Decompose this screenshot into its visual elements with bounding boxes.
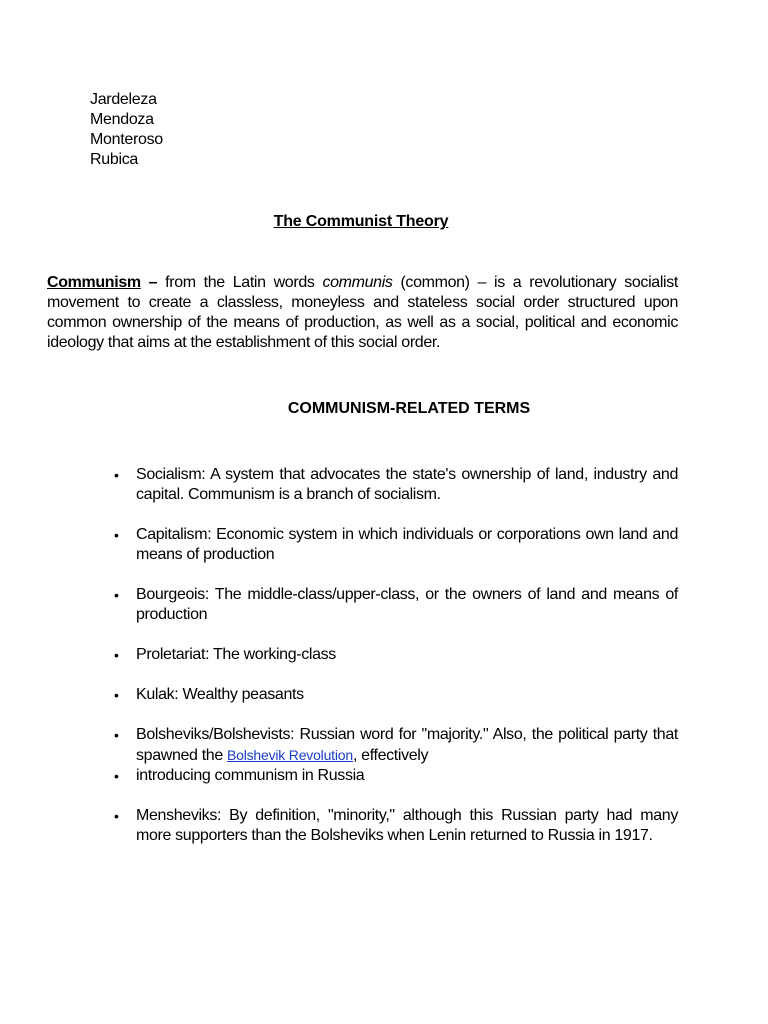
term-item-mensheviks: • Mensheviks: By definition, "minority," although this Russian party had many more supporters than the Bolsheviks when Lenin returned to Russia in 1917.: [136, 806, 678, 846]
term-text: Bolsheviks/Bolshevists: Russian word for "majority." Also, the political party that spawned the: [136, 726, 678, 764]
section-heading: COMMUNISM-RELATED TERMS: [287, 400, 531, 417]
intro-text-end: (common) – is a revolutionary socialist movement to create a classless, moneyless and stateless social order structured upon common ownership of the means of production, as well as a social, political and economic ideology that aims at the establishment of this social order.: [47, 274, 678, 351]
term-text: , effectively: [352, 747, 429, 764]
term-item-kulak: • Kulak: Wealthy peasants: [136, 685, 678, 705]
term-item-bourgeois: • Bourgeois: The middle-class/upper-class, or the owners of land and means of production: [136, 585, 678, 625]
author-name: Rubica: [90, 151, 139, 168]
intro-latin-word: communis: [322, 274, 393, 291]
term-item-bolsheviks-continued: • introducing communism in Russia: [136, 766, 678, 786]
document-title: The Communist Theory: [273, 213, 449, 230]
intro-paragraph: [47, 273, 678, 353]
term-item-proletariat: • Proletariat: The working-class: [136, 645, 678, 665]
author-name: Jardeleza: [90, 91, 157, 108]
intro-dash: –: [140, 274, 166, 291]
term-item-capitalism: • Capitalism: Economic system in which individuals or corporations own land and means of production: [136, 525, 678, 565]
intro-term: Communism: [47, 274, 141, 291]
author-list: [90, 90, 163, 170]
bolshevik-revolution-link[interactable]: Bolshevik Revolution: [226, 747, 353, 763]
intro-text-start: from the Latin words: [165, 274, 323, 291]
term-item-bolsheviks: [136, 725, 678, 766]
term-item-socialism: • Socialism: A system that advocates the state's ownership of land, industry and capital. Communism is a branch of socialism.: [136, 465, 678, 505]
terms-list: [136, 465, 678, 846]
author-name: Monteroso: [90, 131, 163, 148]
author-name: Mendoza: [90, 111, 154, 128]
